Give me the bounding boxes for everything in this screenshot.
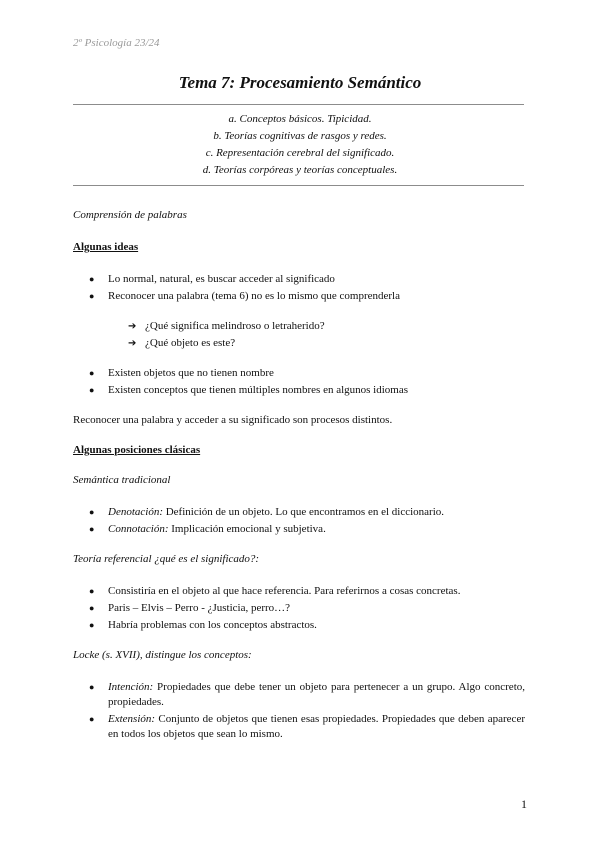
list-item [73,522,525,537]
list-item [73,680,525,710]
arrow-item: ➔ ¿Qué objeto es este? [128,336,525,351]
list-item: ● Existen conceptos que tienen múltiples nombres en algunos idiomas [73,383,525,398]
ideas-arrow-list [73,319,525,351]
divider-top [73,104,524,105]
section-heading-posiciones: Algunas posiciones clásicas [73,444,201,456]
term-definition: Implicación emocional y subjetiva. [168,523,326,535]
section-heading-referencial: Teoría referencial ¿qué es el significado?: [73,553,260,565]
list-item: ● Consistiría en el objeto al que hace referencia. Para referirnos a cosas concretas. [73,584,525,599]
ideas-list-2 [73,366,525,398]
toc-item: c. Representación cerebral del significado. [205,147,395,159]
list-item: ● Paris – Elvis – Perro - ¿Justicia, perro…? [73,601,525,616]
referencial-list [73,584,525,633]
term-label: Denotación: [108,506,163,518]
section-heading-locke: Locke (s. XVII), distingue los conceptos: [73,649,252,661]
section-heading-semantica: Semántica tradicional [73,474,171,486]
locke-list [73,680,525,742]
term-definition: Propiedades que debe tener un objeto para pertenecer a un grupo. Algo concreto, propiedades. [108,681,525,708]
ideas-conclusion: Reconocer una palabra y acceder a su significado son procesos distintos. [73,414,393,426]
toc-item: d. Teorías corpóreas y teorías conceptuales. [202,164,398,176]
term-definition: Definición de un objeto. Lo que encontramos en el diccionario. [162,506,445,518]
list-item: ● Habría problemas con los conceptos abstractos. [73,618,525,633]
course-header: 2º Psicología 23/24 [73,37,160,49]
divider-bottom [73,185,524,186]
list-item: ● Lo normal, natural, es buscar acceder al significado [73,272,525,287]
arrow-item: ➔ ¿Qué significa melindroso o letraherido? [128,319,525,334]
page-title: Tema 7: Procesamiento Semántico [178,73,422,92]
toc-item: a. Conceptos básicos. Tipicidad. [228,113,372,125]
document-body [73,208,525,744]
list-item [73,505,525,520]
semantica-list [73,505,525,537]
section-heading-comprension: Comprensión de palabras [73,209,187,221]
list-item: ● Existen objetos que no tienen nombre [73,366,525,381]
list-item: ● Reconocer una palabra (tema 6) no es lo mismo que comprenderla [73,289,525,304]
page-number: 1 [521,797,527,811]
term-label: Connotación: [108,523,169,535]
toc-item: b. Teorías cognitivas de rasgos y redes. [213,130,387,142]
term-label: Extensión: [108,713,156,725]
term-definition: Conjunto de objetos que tienen esas propiedades. Propiedades que deben aparecer en todos los objetos que sean lo mismo. [108,713,525,740]
ideas-list-1 [73,272,525,304]
term-label: Intención: [108,681,154,693]
table-of-contents [0,111,600,179]
section-heading-ideas: Algunas ideas [73,241,139,253]
list-item [73,712,525,742]
